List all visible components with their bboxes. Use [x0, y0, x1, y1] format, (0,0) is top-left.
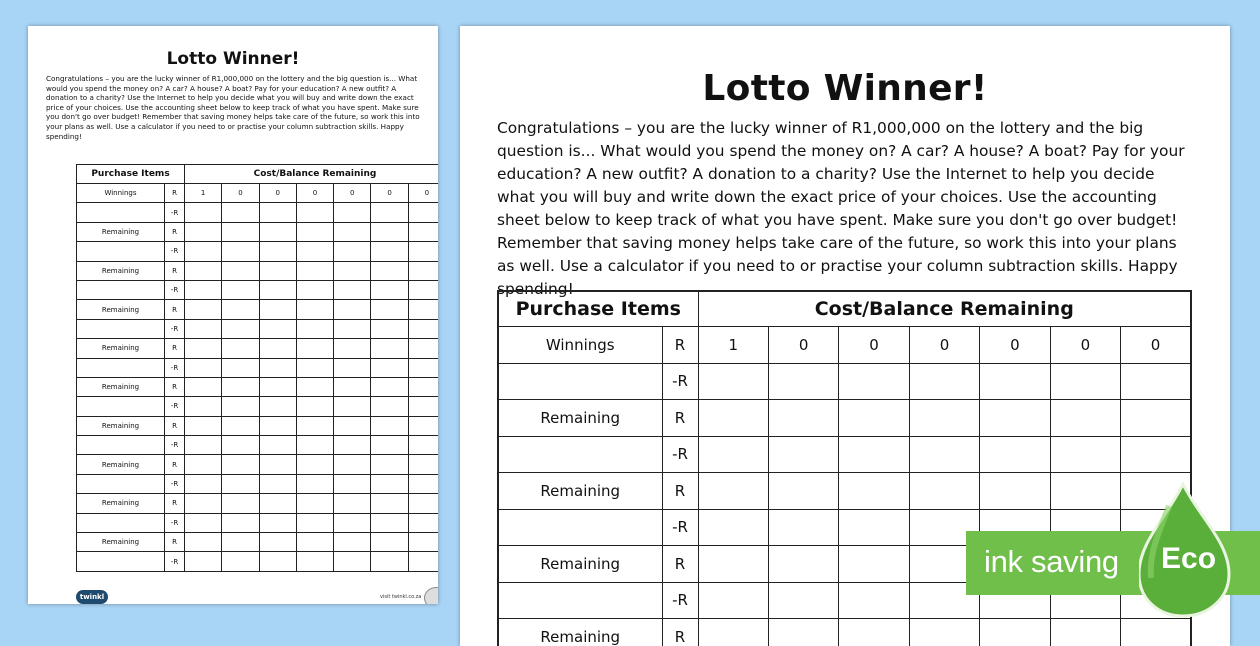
- digit-cell[interactable]: [296, 474, 333, 493]
- purchase-item-cell[interactable]: [498, 436, 662, 473]
- purchase-item-cell[interactable]: [77, 513, 165, 532]
- remaining-label: Remaining: [498, 619, 662, 646]
- digit-cell[interactable]: [222, 494, 259, 513]
- digit-cell[interactable]: [259, 474, 296, 493]
- purchase-item-cell[interactable]: [77, 242, 165, 261]
- purchase-row: [498, 363, 1191, 400]
- digit-cell[interactable]: [259, 494, 296, 513]
- currency-cell: R: [165, 339, 185, 358]
- digit-cell[interactable]: [222, 242, 259, 261]
- digit-cell[interactable]: [259, 436, 296, 455]
- digit-cell[interactable]: [371, 242, 408, 261]
- header-cost-balance: Cost/Balance Remaining: [185, 165, 439, 184]
- remaining-label: Remaining: [77, 339, 165, 358]
- digit-cell[interactable]: [222, 280, 259, 299]
- digit-cell[interactable]: [408, 455, 438, 474]
- purchase-row: [77, 397, 439, 416]
- digit-cell[interactable]: [768, 619, 838, 646]
- purchase-row: [77, 552, 439, 571]
- footer-badge-icon: [424, 587, 438, 604]
- digit-cell[interactable]: [408, 494, 438, 513]
- digit-cell[interactable]: [185, 397, 222, 416]
- currency-cell: R: [165, 222, 185, 241]
- digit-cell[interactable]: [334, 261, 371, 280]
- minus-currency-cell: -R: [662, 436, 698, 473]
- digit-cell[interactable]: [222, 474, 259, 493]
- digit-cell[interactable]: [296, 222, 333, 241]
- purchase-row: [77, 242, 439, 261]
- purchase-row: [77, 436, 439, 455]
- digit-cell[interactable]: [222, 339, 259, 358]
- digit-cell[interactable]: [222, 436, 259, 455]
- remaining-row: [498, 473, 1191, 510]
- digit-cell[interactable]: [1121, 400, 1191, 437]
- purchase-item-cell[interactable]: [77, 203, 165, 222]
- digit-cell[interactable]: [296, 513, 333, 532]
- worksheet-thumbnail: [28, 26, 438, 604]
- thumb-table-body: [77, 165, 439, 572]
- digit-cell[interactable]: [371, 552, 408, 571]
- winnings-digit: 0: [334, 184, 371, 203]
- digit-cell[interactable]: [296, 339, 333, 358]
- digit-cell[interactable]: [222, 552, 259, 571]
- header-purchase-items: Purchase Items: [498, 291, 698, 327]
- digit-cell[interactable]: [185, 552, 222, 571]
- digit-cell[interactable]: [185, 280, 222, 299]
- winnings-row: [77, 184, 439, 203]
- digit-cell[interactable]: [1050, 363, 1120, 400]
- digit-cell[interactable]: [185, 242, 222, 261]
- digit-cell[interactable]: [768, 400, 838, 437]
- digit-cell[interactable]: [408, 222, 438, 241]
- digit-cell[interactable]: [839, 619, 909, 646]
- ink-saving-label: ink saving: [984, 543, 1119, 581]
- digit-cell[interactable]: [334, 222, 371, 241]
- remaining-row: [77, 300, 439, 319]
- minus-currency-cell: -R: [165, 242, 185, 261]
- digit-cell[interactable]: [334, 416, 371, 435]
- digit-cell[interactable]: [408, 261, 438, 280]
- winnings-digit: 0: [909, 327, 979, 364]
- digit-cell[interactable]: [371, 513, 408, 532]
- digit-cell[interactable]: [698, 619, 768, 646]
- digit-cell[interactable]: [1121, 619, 1191, 646]
- digit-cell[interactable]: [259, 242, 296, 261]
- currency-cell: R: [662, 473, 698, 510]
- digit-cell[interactable]: [698, 436, 768, 473]
- purchase-item-cell[interactable]: [77, 358, 165, 377]
- remaining-label: Remaining: [77, 300, 165, 319]
- winnings-digit: 0: [1050, 327, 1120, 364]
- digit-cell[interactable]: [408, 319, 438, 338]
- digit-cell[interactable]: [980, 400, 1050, 437]
- digit-cell[interactable]: [334, 436, 371, 455]
- table-header-row: [498, 291, 1191, 327]
- digit-cell[interactable]: [408, 203, 438, 222]
- minus-currency-cell: -R: [165, 436, 185, 455]
- digit-cell[interactable]: [698, 400, 768, 437]
- digit-cell[interactable]: [259, 203, 296, 222]
- digit-cell[interactable]: [334, 494, 371, 513]
- minus-currency-cell: -R: [662, 363, 698, 400]
- remaining-label: Remaining: [498, 400, 662, 437]
- digit-cell[interactable]: [222, 300, 259, 319]
- digit-cell[interactable]: [768, 473, 838, 510]
- remaining-row: [498, 619, 1191, 646]
- digit-cell[interactable]: [371, 436, 408, 455]
- digit-cell[interactable]: [980, 363, 1050, 400]
- purchase-item-cell[interactable]: [77, 319, 165, 338]
- remaining-row: [77, 222, 439, 241]
- winnings-label: Winnings: [77, 184, 165, 203]
- digit-cell[interactable]: [185, 533, 222, 552]
- winnings-digit: 0: [408, 184, 438, 203]
- minus-currency-cell: -R: [165, 552, 185, 571]
- digit-cell[interactable]: [1050, 436, 1120, 473]
- winnings-digit: 1: [185, 184, 222, 203]
- digit-cell[interactable]: [185, 261, 222, 280]
- digit-cell[interactable]: [296, 319, 333, 338]
- eco-drop-icon: [1139, 482, 1239, 622]
- digit-cell[interactable]: [334, 280, 371, 299]
- digit-cell[interactable]: [296, 455, 333, 474]
- digit-cell[interactable]: [371, 261, 408, 280]
- digit-cell[interactable]: [185, 319, 222, 338]
- currency-cell: R: [662, 619, 698, 646]
- digit-cell[interactable]: [334, 300, 371, 319]
- digit-cell[interactable]: [296, 436, 333, 455]
- digit-cell[interactable]: [185, 436, 222, 455]
- digit-cell[interactable]: [185, 416, 222, 435]
- digit-cell[interactable]: [222, 319, 259, 338]
- digit-cell[interactable]: [259, 377, 296, 396]
- digit-cell[interactable]: [185, 494, 222, 513]
- digit-cell[interactable]: [408, 397, 438, 416]
- digit-cell[interactable]: [185, 300, 222, 319]
- purchase-row: [77, 319, 439, 338]
- remaining-label: Remaining: [77, 377, 165, 396]
- digit-cell[interactable]: [185, 377, 222, 396]
- digit-cell[interactable]: [222, 533, 259, 552]
- digit-cell[interactable]: [334, 474, 371, 493]
- digit-cell[interactable]: [698, 582, 768, 619]
- digit-cell[interactable]: [185, 339, 222, 358]
- currency-cell: R: [165, 184, 185, 203]
- currency-cell: R: [662, 400, 698, 437]
- digit-cell[interactable]: [296, 261, 333, 280]
- digit-cell[interactable]: [259, 222, 296, 241]
- digit-cell[interactable]: [371, 300, 408, 319]
- digit-cell[interactable]: [259, 280, 296, 299]
- digit-cell[interactable]: [371, 203, 408, 222]
- digit-cell[interactable]: [371, 280, 408, 299]
- purchase-item-cell[interactable]: [498, 363, 662, 400]
- digit-cell[interactable]: [909, 436, 979, 473]
- digit-cell[interactable]: [334, 377, 371, 396]
- digit-cell[interactable]: [408, 339, 438, 358]
- digit-cell[interactable]: [839, 436, 909, 473]
- digit-cell[interactable]: [296, 280, 333, 299]
- remaining-row: [498, 400, 1191, 437]
- remaining-label: Remaining: [498, 546, 662, 583]
- minus-currency-cell: -R: [165, 203, 185, 222]
- digit-cell[interactable]: [408, 358, 438, 377]
- digit-cell[interactable]: [371, 319, 408, 338]
- remaining-row: [77, 416, 439, 435]
- digit-cell[interactable]: [909, 400, 979, 437]
- digit-cell[interactable]: [296, 203, 333, 222]
- purchase-row: [77, 358, 439, 377]
- digit-cell[interactable]: [222, 261, 259, 280]
- digit-cell[interactable]: [980, 619, 1050, 646]
- winnings-label: Winnings: [498, 327, 662, 364]
- digit-cell[interactable]: [909, 619, 979, 646]
- digit-cell[interactable]: [259, 339, 296, 358]
- digit-cell[interactable]: [371, 455, 408, 474]
- currency-cell: R: [662, 546, 698, 583]
- digit-cell[interactable]: [296, 416, 333, 435]
- digit-cell[interactable]: [408, 280, 438, 299]
- digit-cell[interactable]: [980, 436, 1050, 473]
- digit-cell[interactable]: [222, 397, 259, 416]
- digit-cell[interactable]: [296, 533, 333, 552]
- currency-cell: R: [165, 455, 185, 474]
- purchase-row: [77, 203, 439, 222]
- purchase-item-cell[interactable]: [77, 280, 165, 299]
- winnings-digit: 0: [1121, 327, 1191, 364]
- minus-currency-cell: -R: [165, 358, 185, 377]
- header-purchase-items: Purchase Items: [77, 165, 185, 184]
- digit-cell[interactable]: [334, 533, 371, 552]
- remaining-label: Remaining: [77, 222, 165, 241]
- digit-cell[interactable]: [334, 203, 371, 222]
- digit-cell[interactable]: [839, 363, 909, 400]
- remaining-row: [77, 533, 439, 552]
- digit-cell[interactable]: [185, 203, 222, 222]
- digit-cell[interactable]: [259, 319, 296, 338]
- currency-cell: R: [165, 494, 185, 513]
- digit-cell[interactable]: [334, 455, 371, 474]
- currency-cell: R: [165, 300, 185, 319]
- digit-cell[interactable]: [371, 358, 408, 377]
- minus-currency-cell: -R: [662, 582, 698, 619]
- digit-cell[interactable]: [259, 397, 296, 416]
- digit-cell[interactable]: [296, 397, 333, 416]
- digit-cell[interactable]: [371, 474, 408, 493]
- digit-cell[interactable]: [839, 582, 909, 619]
- digit-cell[interactable]: [839, 400, 909, 437]
- currency-cell: R: [165, 533, 185, 552]
- digit-cell[interactable]: [408, 416, 438, 435]
- digit-cell[interactable]: [296, 494, 333, 513]
- digit-cell[interactable]: [408, 242, 438, 261]
- minus-currency-cell: -R: [662, 509, 698, 546]
- digit-cell[interactable]: [222, 377, 259, 396]
- purchase-item-cell[interactable]: [77, 436, 165, 455]
- digit-cell[interactable]: [408, 552, 438, 571]
- twinkl-logo: twinkl: [76, 590, 108, 604]
- eco-label: Eco: [1161, 542, 1216, 576]
- purchase-item-cell[interactable]: [498, 582, 662, 619]
- digit-cell[interactable]: [334, 552, 371, 571]
- purchase-row: [498, 436, 1191, 473]
- digit-cell[interactable]: [222, 513, 259, 532]
- digit-cell[interactable]: [371, 339, 408, 358]
- digit-cell[interactable]: [185, 474, 222, 493]
- digit-cell[interactable]: [222, 222, 259, 241]
- remaining-label: Remaining: [498, 473, 662, 510]
- winnings-digit: 0: [768, 327, 838, 364]
- winnings-digit: 0: [259, 184, 296, 203]
- purchase-item-cell[interactable]: [77, 474, 165, 493]
- remaining-row: [77, 455, 439, 474]
- digit-cell[interactable]: [334, 339, 371, 358]
- remaining-row: [77, 261, 439, 280]
- digit-cell[interactable]: [259, 416, 296, 435]
- purchase-row: [77, 513, 439, 532]
- digit-cell[interactable]: [259, 300, 296, 319]
- digit-cell[interactable]: [839, 509, 909, 546]
- digit-cell[interactable]: [768, 546, 838, 583]
- digit-cell[interactable]: [334, 242, 371, 261]
- digit-cell[interactable]: [222, 203, 259, 222]
- digit-cell[interactable]: [1121, 436, 1191, 473]
- winnings-digit: 0: [839, 327, 909, 364]
- digit-cell[interactable]: [839, 546, 909, 583]
- digit-cell[interactable]: [768, 436, 838, 473]
- digit-cell[interactable]: [296, 358, 333, 377]
- digit-cell[interactable]: [909, 363, 979, 400]
- digit-cell[interactable]: [334, 358, 371, 377]
- intro-paragraph: Congratulations – you are the lucky winner of R1,000,000 on the lottery and the big question is... What would you spend the money on? A car? A house? A boat? Pay for your education? A new outfit? A donation to a charity? Use the Internet to help you decide what you will buy and write down the exact price of your choices. Use the accounting sheet below to keep track of what you have spent. Make sure you don't go over budget! Remember that saving money helps take care of the future, so work this into your plans as well. Use a calculator if you need to or practise your column subtraction skills. Happy spending!: [497, 117, 1194, 301]
- digit-cell[interactable]: [408, 300, 438, 319]
- digit-cell[interactable]: [259, 552, 296, 571]
- purchase-item-cell[interactable]: [498, 509, 662, 546]
- thumb-accounting-table: [76, 164, 438, 572]
- digit-cell[interactable]: [185, 358, 222, 377]
- remaining-label: Remaining: [77, 455, 165, 474]
- minus-currency-cell: -R: [165, 319, 185, 338]
- minus-currency-cell: -R: [165, 397, 185, 416]
- digit-cell[interactable]: [259, 358, 296, 377]
- digit-cell[interactable]: [334, 397, 371, 416]
- currency-cell: R: [662, 327, 698, 364]
- remaining-row: [77, 339, 439, 358]
- remaining-label: Remaining: [77, 533, 165, 552]
- currency-cell: R: [165, 377, 185, 396]
- digit-cell[interactable]: [408, 533, 438, 552]
- remaining-row: [77, 377, 439, 396]
- digit-cell[interactable]: [296, 242, 333, 261]
- thumb-title: Lotto Winner!: [28, 49, 438, 69]
- digit-cell[interactable]: [1050, 400, 1120, 437]
- digit-cell[interactable]: [408, 513, 438, 532]
- currency-cell: R: [165, 261, 185, 280]
- table-header-row: [77, 165, 439, 184]
- digit-cell[interactable]: [698, 473, 768, 510]
- digit-cell[interactable]: [259, 261, 296, 280]
- digit-cell[interactable]: [1121, 363, 1191, 400]
- digit-cell[interactable]: [408, 474, 438, 493]
- digit-cell[interactable]: [222, 416, 259, 435]
- winnings-digit: 0: [296, 184, 333, 203]
- digit-cell[interactable]: [371, 377, 408, 396]
- digit-cell[interactable]: [185, 222, 222, 241]
- purchase-item-cell[interactable]: [77, 552, 165, 571]
- thumb-intro: Congratulations – you are the lucky winner of R1,000,000 on the lottery and the big question is... What would you spend the money on? A car? A house? A boat? Pay for your education? A new outfit? A donation to a charity? Use the Internet to help you decide what you will buy and write down the exact price of your choices. Use the accounting sheet below to keep track of what you have spent. Make sure you don't go over budget! Remember that saving money helps take care of the future, so work this into your plans as well. Use a calculator if you need to or practise your column subtraction skills. Happy spending!: [46, 74, 420, 141]
- minus-currency-cell: -R: [165, 474, 185, 493]
- header-cost-balance: Cost/Balance Remaining: [698, 291, 1191, 327]
- digit-cell[interactable]: [698, 363, 768, 400]
- remaining-label: Remaining: [77, 494, 165, 513]
- page-title: Lotto Winner!: [460, 68, 1230, 109]
- purchase-row: [77, 474, 439, 493]
- digit-cell[interactable]: [408, 377, 438, 396]
- winnings-row: [498, 327, 1191, 364]
- winnings-digit: 0: [371, 184, 408, 203]
- digit-cell[interactable]: [371, 533, 408, 552]
- digit-cell[interactable]: [222, 455, 259, 474]
- remaining-row: [77, 494, 439, 513]
- footer-url: visit twinkl.co.za: [380, 594, 421, 600]
- winnings-digit: 1: [698, 327, 768, 364]
- digit-cell[interactable]: [259, 513, 296, 532]
- digit-cell[interactable]: [259, 533, 296, 552]
- digit-cell[interactable]: [768, 582, 838, 619]
- winnings-digit: 0: [980, 327, 1050, 364]
- purchase-row: [77, 280, 439, 299]
- digit-cell[interactable]: [185, 513, 222, 532]
- digit-cell[interactable]: [1050, 473, 1120, 510]
- minus-currency-cell: -R: [165, 513, 185, 532]
- digit-cell[interactable]: [296, 300, 333, 319]
- digit-cell[interactable]: [371, 397, 408, 416]
- digit-cell[interactable]: [371, 222, 408, 241]
- digit-cell[interactable]: [698, 546, 768, 583]
- remaining-label: Remaining: [77, 416, 165, 435]
- digit-cell[interactable]: [296, 552, 333, 571]
- digit-cell[interactable]: [980, 473, 1050, 510]
- currency-cell: R: [165, 416, 185, 435]
- winnings-digit: 0: [222, 184, 259, 203]
- remaining-label: Remaining: [77, 261, 165, 280]
- digit-cell[interactable]: [768, 363, 838, 400]
- digit-cell[interactable]: [1050, 619, 1120, 646]
- digit-cell[interactable]: [296, 377, 333, 396]
- purchase-item-cell[interactable]: [77, 397, 165, 416]
- digit-cell[interactable]: [185, 455, 222, 474]
- digit-cell[interactable]: [371, 494, 408, 513]
- digit-cell[interactable]: [334, 319, 371, 338]
- digit-cell[interactable]: [371, 416, 408, 435]
- digit-cell[interactable]: [909, 473, 979, 510]
- digit-cell[interactable]: [698, 509, 768, 546]
- digit-cell[interactable]: [408, 436, 438, 455]
- digit-cell[interactable]: [334, 513, 371, 532]
- digit-cell[interactable]: [222, 358, 259, 377]
- minus-currency-cell: -R: [165, 280, 185, 299]
- digit-cell[interactable]: [839, 473, 909, 510]
- digit-cell[interactable]: [259, 455, 296, 474]
- digit-cell[interactable]: [768, 509, 838, 546]
